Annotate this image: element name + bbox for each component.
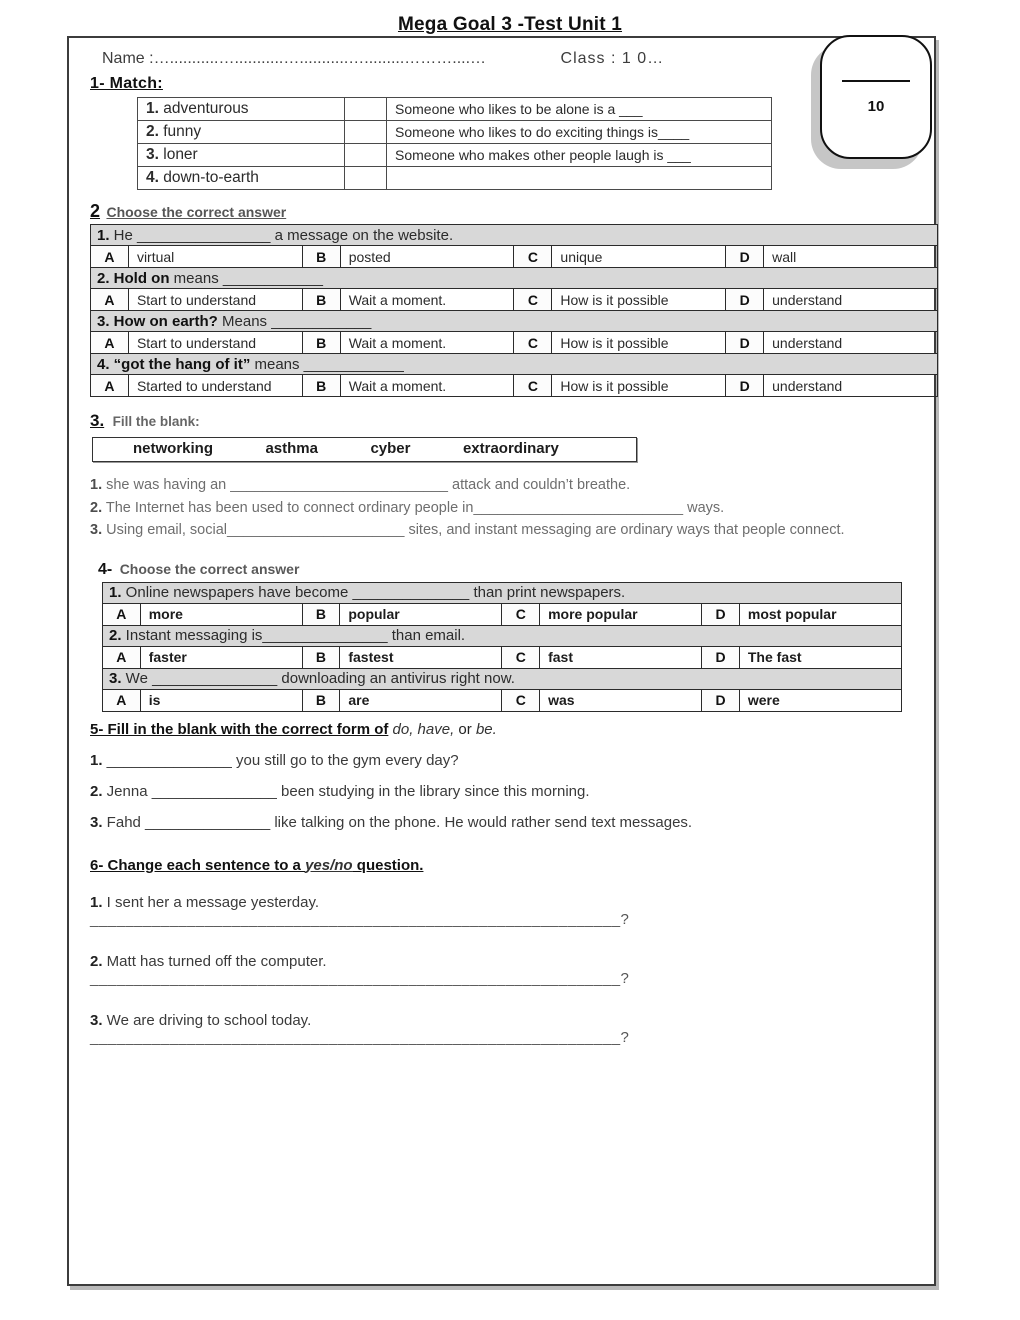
word-bank-word: extraordinary [462, 440, 559, 457]
question-text: He ________________ a message on the website. [109, 226, 454, 244]
question-row [91, 268, 938, 289]
match-item-term: funny [163, 123, 202, 140]
option-text: How is it possible [552, 332, 726, 354]
section4-mcq-table [102, 582, 902, 712]
question-text: Online newspapers have become ______________ than print newspapers. [121, 584, 626, 601]
option-text: is [140, 689, 302, 711]
table-row [138, 98, 772, 121]
option-letter: B [302, 375, 340, 397]
option-letter: A [103, 689, 141, 711]
fill-blank-item: 2. The Internet has been used to connect ordinary people in__________________________ ways. [90, 499, 725, 516]
question-bold: 2. Hold on [97, 269, 170, 287]
match-definition [387, 167, 772, 190]
question-text: We _______________ downloading an antivirus right now. [121, 670, 515, 687]
name-field-label: Name :…...........…...........…...........….........………....… [102, 50, 487, 67]
match-item-number: 4. [146, 169, 159, 186]
option-letter: C [514, 246, 552, 268]
match-definition: Someone who makes other people laugh is ___ [387, 144, 772, 167]
table-row [138, 144, 772, 167]
option-letter: B [302, 646, 340, 668]
options-row [91, 375, 938, 397]
option-text: understand [764, 332, 938, 354]
word-bank-word: networking [133, 440, 214, 457]
option-text: understand [764, 289, 938, 311]
option-text: fast [540, 646, 702, 668]
section6-heading: 6- Change each sentence to a yes/no question. [90, 856, 424, 874]
match-answer-cell [345, 98, 387, 121]
question-bold: 4. “got the hang of it” [97, 355, 251, 373]
answer-blank-line: ____________________________________________________________? [90, 969, 630, 987]
match-definition: Someone who likes to do exciting things is____ [387, 121, 772, 144]
word-bank-word: cyber [370, 440, 411, 457]
option-text: How is it possible [552, 289, 726, 311]
section3-heading-text: Fill the blank: [112, 414, 200, 429]
option-letter: B [302, 689, 340, 711]
question-row [103, 625, 902, 646]
score-box [820, 35, 932, 159]
fill-blank-item: 3. Fahd _______________ like talking on the phone. He would rather send text messages. [90, 813, 693, 831]
score-blank-line [842, 80, 910, 82]
section4-number: 4- [98, 560, 113, 578]
question-row [91, 225, 938, 246]
match-table [137, 97, 772, 190]
section2-heading-text: Choose the correct answer [106, 204, 287, 220]
option-text: was [540, 689, 702, 711]
section6-items [90, 894, 924, 1046]
option-letter: C [514, 332, 552, 354]
option-text: faster [140, 646, 302, 668]
option-letter: C [514, 289, 552, 311]
sentence-item: 3. We are driving to school today. [90, 1011, 312, 1029]
option-letter: C [502, 646, 540, 668]
question-row [103, 668, 902, 689]
options-row [91, 289, 938, 311]
section3-number: 3. [90, 411, 105, 430]
option-letter: B [302, 289, 340, 311]
option-text: are [340, 689, 502, 711]
answer-blank-line: ____________________________________________________________? [90, 1028, 630, 1046]
option-letter: A [91, 246, 129, 268]
question-text: Means ____________ [217, 312, 372, 330]
option-letter: A [103, 646, 141, 668]
fill-blank-item: 3. Using email, social______________________ sites, and instant messaging are ordinary ways that people connect. [90, 522, 845, 538]
option-letter: D [726, 375, 764, 397]
answer-blank-line: ____________________________________________________________? [90, 910, 630, 928]
option-text: The fast [739, 646, 901, 668]
option-text: Start to understand [128, 332, 302, 354]
question-bold: 1. [109, 584, 122, 601]
question-bold: 3. How on earth? [97, 312, 218, 330]
option-text: were [739, 689, 901, 711]
option-letter: C [502, 603, 540, 625]
option-letter: C [514, 375, 552, 397]
match-answer-cell [345, 144, 387, 167]
name-class-row [90, 46, 924, 70]
option-letter: A [91, 289, 129, 311]
option-text: fastest [340, 646, 502, 668]
table-row [138, 121, 772, 144]
section3-heading [90, 411, 924, 431]
match-item-number: 2. [146, 123, 159, 140]
option-letter: D [726, 289, 764, 311]
option-letter: D [726, 332, 764, 354]
section2-mcq-table [90, 224, 938, 397]
match-item-number: 1. [146, 100, 159, 117]
question-bold: 1. [97, 226, 110, 244]
option-letter: B [302, 332, 340, 354]
question-text: means ____________ [250, 355, 404, 373]
section4-heading-text: Choose the correct answer [119, 560, 300, 577]
option-text: Wait a moment. [340, 289, 514, 311]
options-row [103, 689, 902, 711]
option-text: How is it possible [552, 375, 726, 397]
option-letter: C [502, 689, 540, 711]
question-row [91, 354, 938, 375]
fill-blank-item: 1. she was having an ___________________________ attack and couldn’t breathe. [90, 477, 631, 493]
section2-number: 2 [90, 201, 101, 221]
option-letter: A [91, 332, 129, 354]
section1-heading: 1- Match: [90, 75, 163, 92]
option-letter: B [302, 603, 340, 625]
option-text: Wait a moment. [340, 375, 514, 397]
option-text: Started to understand [128, 375, 302, 397]
options-row [91, 246, 938, 268]
option-letter: D [726, 246, 764, 268]
question-row [103, 582, 902, 603]
match-item-term: down-to-earth [163, 169, 259, 186]
match-definition: Someone who likes to be alone is a ___ [387, 98, 772, 121]
match-answer-cell [345, 121, 387, 144]
match-answer-cell [345, 167, 387, 190]
question-text: Instant messaging is_______________ than email. [121, 627, 466, 644]
sentence-item: 1. I sent her a message yesterday. [90, 893, 320, 911]
option-text: understand [764, 375, 938, 397]
option-letter: A [91, 375, 129, 397]
match-item-term: loner [163, 146, 198, 163]
match-item-number: 3. [146, 146, 159, 163]
option-text: Wait a moment. [340, 332, 514, 354]
options-row [103, 646, 902, 668]
option-letter: B [302, 246, 340, 268]
option-letter: D [702, 646, 740, 668]
option-letter: D [702, 689, 740, 711]
page-title: Mega Goal 3 -Test Unit 1 [397, 14, 623, 35]
section5-heading: 5- Fill in the blank with the correct form of do, have, or be. [90, 720, 497, 738]
word-bank [92, 437, 637, 462]
option-text: most popular [739, 603, 901, 625]
question-text: means ____________ [169, 269, 323, 287]
match-item-term: adventurous [163, 100, 249, 117]
option-text: virtual [128, 246, 302, 268]
section5-heading-text: 5- Fill in the blank with the correct form of [90, 720, 389, 738]
options-row [103, 603, 902, 625]
question-bold: 3. [109, 670, 122, 687]
fill-blank-item: 2. Jenna _______________ been studying in the library since this morning. [90, 782, 590, 800]
section2-heading [90, 201, 924, 222]
option-text: wall [764, 246, 938, 268]
section5-items [90, 752, 924, 831]
section3-items [90, 475, 920, 542]
option-letter: A [103, 603, 141, 625]
option-text: popular [340, 603, 502, 625]
sentence-item: 2. Matt has turned off the computer. [90, 952, 327, 970]
option-text: posted [340, 246, 514, 268]
question-bold: 2. [109, 627, 122, 644]
score-total: 10 [867, 97, 885, 115]
option-text: unique [552, 246, 726, 268]
question-row [91, 311, 938, 332]
options-row [91, 332, 938, 354]
option-text: more popular [540, 603, 702, 625]
class-field-label: Class : 1 0… [560, 50, 665, 67]
option-letter: D [702, 603, 740, 625]
option-text: Start to understand [128, 289, 302, 311]
word-bank-word: asthma [265, 440, 318, 457]
section4-heading [98, 561, 924, 579]
worksheet-border [67, 36, 936, 1286]
table-row [138, 167, 772, 190]
fill-blank-item: 1. _______________ you still go to the gym every day? [90, 751, 459, 769]
option-text: more [140, 603, 302, 625]
